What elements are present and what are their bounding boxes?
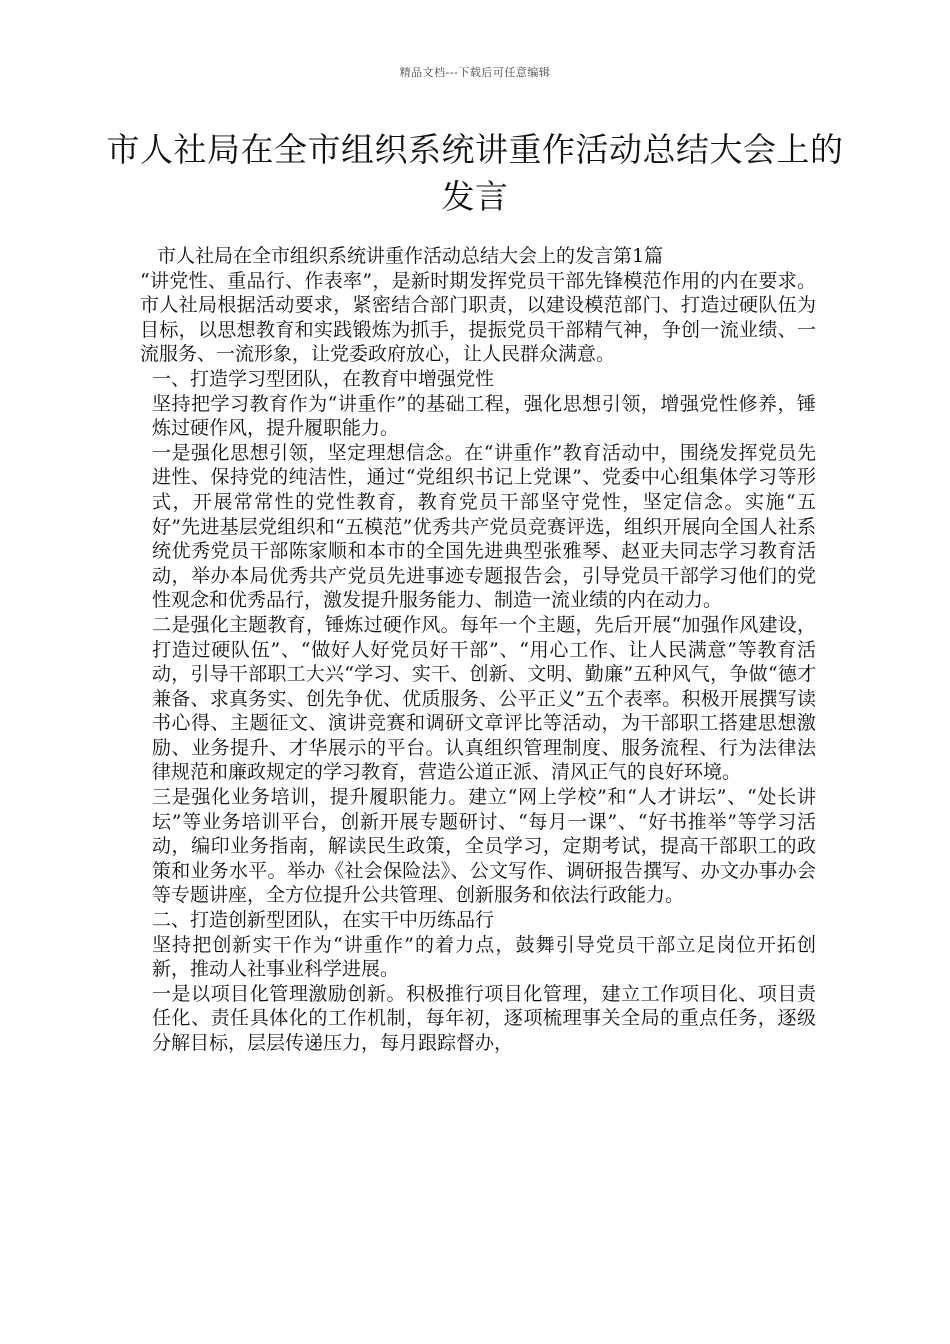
document-body (140, 244, 816, 1056)
paragraph: 一是以项目化管理激励创新。积极推行项目化管理，建立工作项目化、项目责任化、责任具体化的工作机制，每年初，逐项梳理事关全局的重点任务，逐级分解目标，层层传递压力，每月跟踪督办， (152, 982, 816, 1054)
paragraph: 坚持把创新实干作为“讲重作”的着力点，鼓舞引导党员干部立足岗位开拓创新，推动人社事业科学进展。 (152, 933, 816, 981)
section-intro-line: 市人社局在全市组织系统讲重作活动总结大会上的发言第1篇 (157, 245, 664, 267)
section-heading: 一、打造学习型团队，在教育中增强党性 (152, 367, 495, 390)
paragraph: 一是强化思想引领，坚定理想信念。在“讲重作”教育活动中，围绕发挥党员先进性、保持党的纯洁性，通过“党组织书记上党课”、党委中心组集体学习等形式，开展常常性的党性教育，教育党员干部坚守党性，坚定信念。实施“五好”先进基层党组织和“五模范”优秀共产党员竞赛评选，组织开展向全国人社系统优秀党员干部陈家顺和本市的全国先进典型张雅琴、赵亚夫同志学习教育活动，举办本局优秀共产党员先进事迹专题报告会，引导党员干部学习他们的党性观念和优秀品行，激发提升服务能力、制造一流业绩的内在动力。 (152, 441, 816, 612)
paragraph: 坚持把学习教育作为“讲重作”的基础工程，强化思想引领，增强党性修养，锤炼过硬作风，提升履职能力。 (152, 392, 816, 440)
page-header-note: 精品文档---下载后可任意编辑 (399, 66, 551, 79)
paragraph: 三是强化业务培训，提升履职能力。建立“网上学校”和“人才讲坛”、“处长讲坛”等业务培训平台，创新开展专题研讨、“每月一课”、“好书推举”等学习活动，编印业务指南，解读民生政策，全员学习，定期考试，提高干部职工的政策和业务水平。举办《社会保险法》、公文写作、调研报告撰写、办文办事办会等专题讲座，全方位提升公共管理、创新服务和依法行政能力。 (152, 786, 816, 907)
section-heading: 二、打造创新型团队，在实干中历练品行 (152, 909, 495, 932)
paragraph: “讲党性、重品行、作表率”，是新时期发挥党员干部先锋模范作用的内在要求。市人社局根据活动要求，紧密结合部门职责，以建设模范部门、打造过硬队伍为目标，以思想教育和实践锻炼为抓手，提振党员干部精气神，争创一流业绩、一流服务、一流形象，让党委政府放心，让人民群众满意。 (140, 269, 816, 366)
document-title: 市人社局在全市组织系统讲重作活动总结大会上的发言 (106, 130, 844, 216)
paragraph: 二是强化主题教育，锤炼过硬作风。每年一个主题，先后开展“加强作风建设，打造过硬队伍”、“做好人好党员好干部”、“用心工作、让人民满意”等教育活动，引导干部职工大兴“学习、实干、创新、文明、勤廉”五种风气，争做“德才兼备、求真务实、创先争优、优质服务、公平正义”五个表率。积极开展撰写读书心得、主题征文、演讲竞赛和调研文章评比等活动，为干部职工搭建思想激励、业务提升、才华展示的平台。认真组织管理制度、服务流程、行为法律法律规范和廉政规定的学习教育，营造公道正派、清风正气的良好环境。 (152, 613, 816, 784)
